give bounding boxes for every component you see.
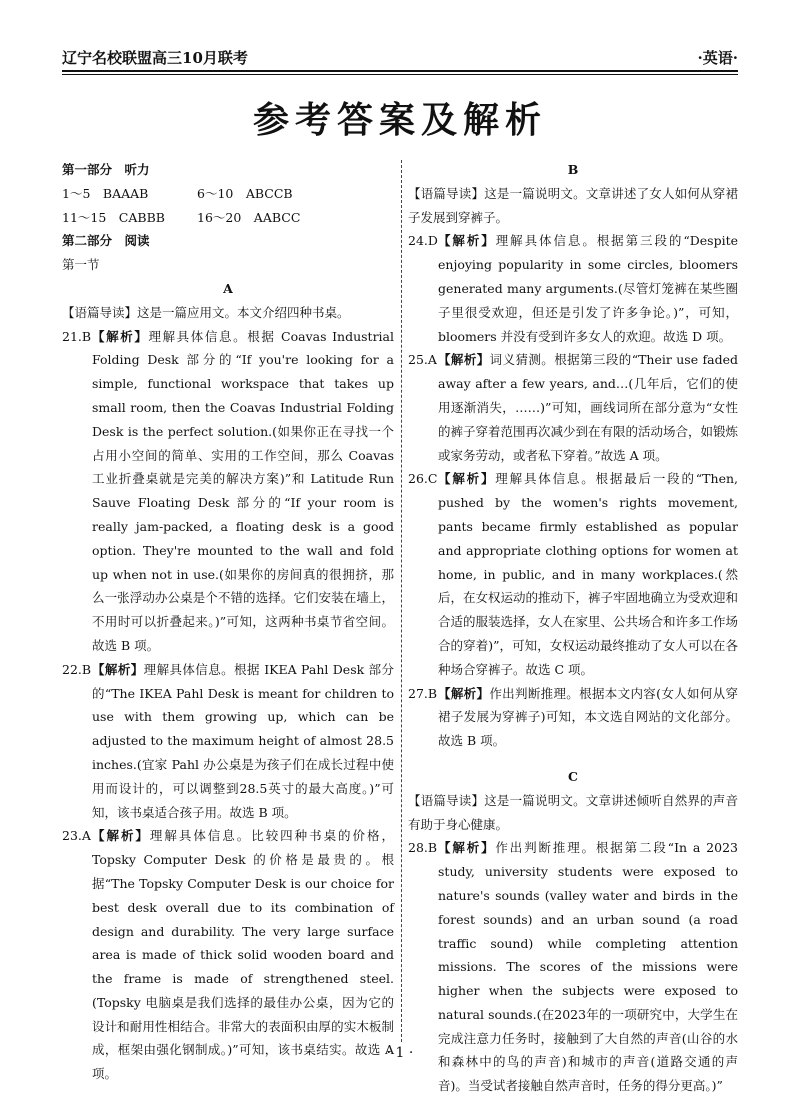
exam-name: 辽宁名校联盟高三10月联考 [62,49,248,67]
answer-group: 6～10 ABCCB [197,185,293,201]
question-number: 26.C [408,471,438,487]
part1-heading: 第一部分 听力 [62,162,150,177]
spacer [408,753,738,765]
question-number: 21.B [62,328,92,344]
answer-row [62,206,394,230]
column-divider [401,160,402,1042]
analysis-text: 词义猜测。根据第三段的“Their use faded away after a few years, and…(几年后，它们的使用逐渐消失，……)”可知，画线词所在部分意为“女性的裤子穿着范围再次减少到在有限的活动场合，如锻炼或家务劳动，或者私下穿着。”故选 A 项。 [438,352,739,463]
passage-b-intro: 【语篇导读】这是一篇说明文。文章讲述了女人如何从穿裙子发展到穿裤子。 [408,185,738,225]
question-25 [408,348,738,467]
analysis-tag: 【解析】 [438,352,490,368]
section-label: 第一节 [62,257,100,273]
analysis-text: 作出判断推理。根据本文内容(女人如何从穿裙子发展为穿裤子)可知，本文选自网站的文化部分。故选 B 项。 [438,685,738,749]
page-title: 参考答案及解析 [252,100,547,141]
answer-row [62,182,394,206]
part2-heading: 第二部分 阅读 [62,233,150,249]
header-rule [62,70,738,75]
analysis-tag: 【解析】 [92,328,149,344]
answer-group: 1～5 BAAAB [62,185,149,201]
answer-group: 11～15 CABBB [62,209,165,225]
question-number: 27.B [408,685,438,701]
question-26 [408,467,738,681]
left-column [62,158,394,1086]
passage-b-label: B [567,162,579,177]
question-number: 25.A [408,352,437,368]
subject-label: ·英语· [697,49,738,67]
analysis-text: 理解具体信息。根据最后一段的“Then, pushed by the women's rights movement, pants became firmly established as popular and appropriate clothing options for women at home, in public, and in many workplaces.(然后，在女权运动的推动下，裤子牢固地确立为受欢迎和合适的服装选择，女人在家里、公共场合和许多工作场合的穿着)”，可知，女权运动最终推动了女人可以在各种场合穿裤子。故选 C 项。 [438,471,739,677]
question-number: 23.A [62,828,91,844]
question-27 [408,682,738,753]
analysis-text: 理解具体信息。根据第三段的“Despite enjoying popularity in some circles, bloomers generated many arguments.(尽管灯笼裤在某些圈子里很受欢迎，但还是引发了许多争论。)”，可知，bloomers 并没有受到许多女人的欢迎。故选 D 项。 [438,233,738,344]
analysis-text: 理解具体信息。比较四种书桌的价格，Topsky Computer Desk 的价格是最贵的。根据“The Topsky Computer Desk is our choice for best desk overall due to its combination of design and durability. The very large surface area is made of thick solid wooden board and the frame is made of strengthened steel.(Topsky 电脑桌是我们选择的最佳办公桌，因为它的设计和耐用性相结合。非常大的表面积由厚的实木板制成，框架由强化钢制成。)”可知，该书桌结实。故选 A 项。 [92,828,394,1082]
passage-a-label: A [223,280,233,296]
analysis-tag: 【解析】 [438,685,490,701]
analysis-tag: 【解析】 [438,471,496,487]
page-number: · 1 · [386,1045,414,1061]
question-number: 24.D [408,233,438,249]
question-22 [62,658,394,825]
analysis-text: 作出判断推理。根据第二段“In a 2023 study, university students were exposed to nature's sounds (valley water and birds in the forest sounds) and an urban sound (a road traffic sound) while completing attention missions. The scores of the missions were higher when the subjects were exposed to natural sounds.(在2023年的一项研究中，大学生在完成注意力任务时，接触到了大自然的声音(山谷的水和森林中的鸟的声音)和城市的声音(道路交通的声音)。当受试者接触自然声音时，任务的得分更高。)” [438,840,738,1094]
question-21 [62,325,394,658]
question-24 [408,229,738,348]
analysis-text: 理解具体信息。根据 IKEA Pahl Desk 部分的“The IKEA Pahl Desk is meant for children to use with them growing up, which can be adjusted to the maximum height of almost 28.5 inches.(宜家 Pahl 办公桌是为孩子们在成长过程中使用而设计的，可以调整到28.5英寸的最大高度。)”可知，该书桌适合孩子用。故选 B 项。 [92,661,394,820]
analysis-tag: 【解析】 [438,840,496,856]
passage-c-intro: 【语篇导读】这是一篇说明文。文章讲述倾听自然界的声音有助于身心健康。 [408,792,738,832]
analysis-tag: 【解析】 [438,233,496,249]
passage-c-label: C [568,768,578,784]
answer-group: 16～20 AABCC [197,209,301,225]
analysis-tag: 【解析】 [92,828,150,844]
right-column [408,158,738,1098]
analysis-tag: 【解析】 [92,661,144,677]
question-number: 28.B [408,840,438,856]
page-header [62,38,738,68]
passage-a-intro: 【语篇导读】这是一篇应用文。本文介绍四种书桌。 [62,304,350,320]
analysis-text: 理解具体信息。根据 Coavas Industrial Folding Desk 部分的“If you're looking for a simple, functional workspace that takes up small room, then the Coavas Industrial Folding Desk is the perfect solution.(如果你正在寻找一个占用小空间的简单、实用的工作空间，那么 Coavas 工业折叠桌就是完美的解决方案)”和 Latitude Run Sauve Floating Desk 部分的“If your room is really jam-packed, a floating desk is a good option. They're mounted to the wall and fold up when not in use.(如果你的房间真的很拥挤，那么一张浮动办公桌是个不错的选择。它们安装在墙上，不用时可以折叠起来。)”可知，这两种书桌节省空间。故选 B 项。 [92,328,394,653]
question-number: 22.B [62,661,92,677]
